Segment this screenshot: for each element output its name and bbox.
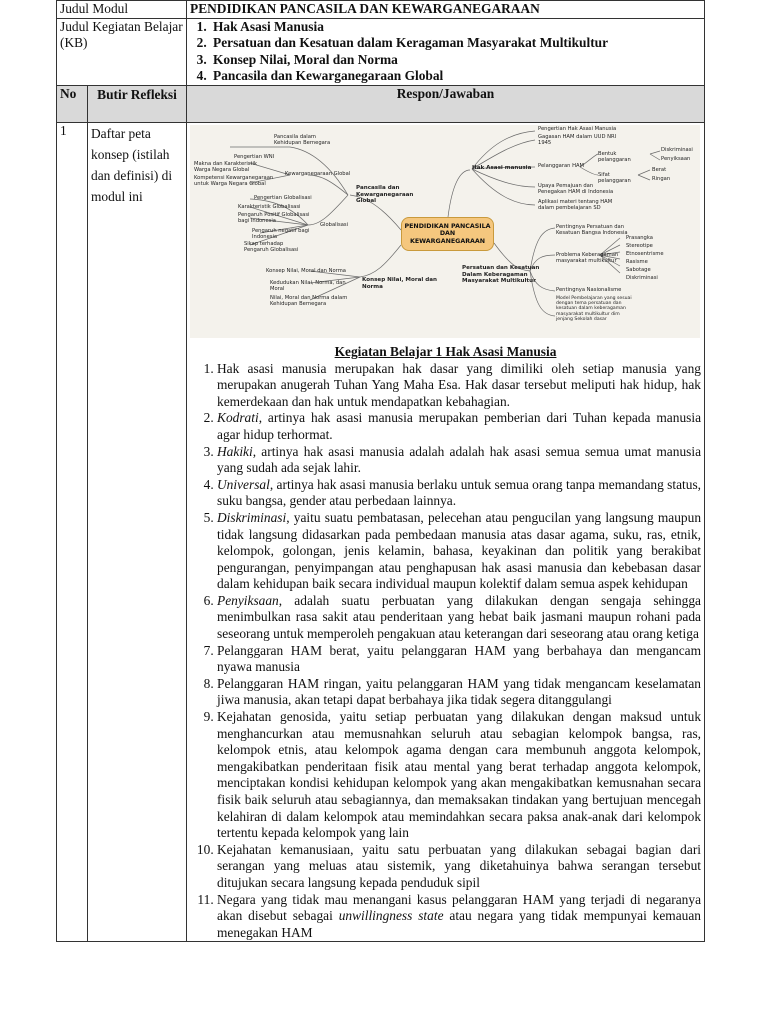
definition-text: Hak asasi manusia merupakan hak dasar yang dimiliki oleh setiap manusia yang merupakan anugerah Tuhan Yang Maha Esa. Hak dasar tersebut meliputi hak hidup, hak kemerdekaan dan hak untuk mendapatkan kebahagian.	[217, 360, 702, 409]
mindmap-node: Nilai, Moral dan Norma dalam Kehidupan Bernegara	[270, 294, 348, 307]
kb1-definition-list	[190, 361, 701, 942]
mindmap-node: Konsep Nilai, Moral dan Norma	[266, 267, 346, 274]
definition-text: atau negara yang tidak mempunyai kemauan menegakan HAM	[217, 908, 702, 940]
mindmap-node: Sabotage	[626, 266, 651, 273]
mindmap-node: Pengaruh negatif bagi Indonesia	[252, 227, 310, 240]
kegiatan-item: 1. Hak Asasi Manusia	[210, 19, 701, 36]
mindmap-node: Prasangka	[626, 234, 653, 241]
mindmap-node: Makna dan Karakteristik Warga Negara Global	[194, 160, 257, 173]
header-row	[57, 85, 705, 122]
mindmap-node: Aplikasi materi tentang HAM dalam pembelajaran SD	[538, 198, 613, 211]
definition-item	[217, 676, 701, 709]
mindmap-node: Pengertian Hak Asasi Manusia	[538, 125, 617, 132]
mindmap-node: Etnosentrisme	[626, 250, 664, 257]
definition-item	[217, 709, 701, 842]
mindmap-node: Diskriminasi	[626, 274, 658, 281]
mindmap-node: Pengertian Globalisasi	[254, 194, 312, 201]
kb1-title: Kegiatan Belajar 1 Hak Asasi Manusia	[334, 343, 557, 359]
row-1	[57, 122, 705, 941]
definition-text: Kejahatan kemanusiaan, yaitu satu perbuatan yang dilakukan sebagai bagian dari serangan yang meluas atau sistemik, yang diketahuinya bahwa serangan tersebut ditujukan secara langsung kepada penduduk sipil	[217, 841, 702, 890]
mindmap-node: Pentingnya Nasionalisme	[556, 286, 622, 293]
row-kegiatan	[57, 18, 705, 85]
definition-item	[217, 842, 701, 892]
definition-text: Pelanggaran HAM ringan, yaitu pelanggaran HAM yang tidak mengancam keselamatan jiwa manusia, akan tetapi dapat berbahaya jika tidak segera ditanggulangi	[217, 675, 702, 708]
mindmap-node: Ringan	[652, 175, 671, 182]
mindmap-node: Pancasila dalam Kehidupan Bernegara	[274, 133, 331, 146]
definition-text: Kejahatan genosida, yaitu setiap perbuatan yang dilakukan dengan maksud untuk menghancurkan atau memusnahkan seluruh atau sebagian kelompok bangsa, ras, kelompok etnis, atau kelompok agama dengan cara membunuh anggota kelompok, mengakibatkan penderitaan fisik atau mental yang berat terhadap anggota kelompok, menciptakan kondisi kehidupan kelompok yang akan mengakibatkan kemusnahan secara fisik baik seluruh atau sebagiannya, dan memaksakan tindakan yang bertujuan mencegah kelahiran di dalam kelompok atau memindahkan secara paksa anak-anak dari kelompok tertentu kepada kelompok yang lain	[217, 709, 702, 841]
definition-text: Pelanggaran HAM berat, yaitu pelanggaran HAM yang berbahaya dan mengancam nyawa manusia	[217, 642, 702, 675]
mindmap-branch-persatuan: Persatuan dan Kesatuan Dalam Keberagaman Masyarakat Multikultur	[462, 264, 540, 285]
row-modul	[57, 1, 705, 19]
mindmap-branch-nilai: Konsep Nilai, Moral dan Norma	[362, 276, 438, 290]
concept-map-image	[190, 125, 700, 338]
mindmap-node: Model Pembelajaran yang sesuai dengan tema persatuan dan kesatuan dalam keberagaman masyarakat multikultur dim jenjang Sekolah dasar	[556, 295, 632, 322]
definition-term: Penyiksaan	[217, 592, 279, 608]
mindmap-node: Pelanggaran HAM	[538, 162, 584, 169]
definition-text: , artinya hak asasi manusia berlaku untuk semua orang tanpa memandang status, suku bangsa, gender atau perbedaan lainnya.	[217, 476, 702, 509]
mindmap-node: Sifat pelanggaran	[598, 171, 631, 184]
kegiatan-item: 2. Persatuan dan Kesatuan dalam Keragaman Masyarakat Multikultur	[210, 35, 701, 52]
mindmap-node: Kedudukan Nilai, Norma, dan Moral	[270, 279, 346, 292]
mindmap-node: Upaya Pemajuan dan Penegakan HAM di Indonesia	[538, 182, 614, 195]
mindmap-node: Pengertian WNI	[234, 153, 275, 160]
mindmap-node: Karakteristik Globalisasi	[238, 203, 301, 210]
mindmap-node: Rasisme	[626, 258, 648, 265]
mindmap-node: Bentuk pelanggaran	[598, 150, 631, 163]
definition-item	[217, 410, 701, 443]
reflection-table	[56, 0, 705, 942]
mindmap-node: Penyiksaan	[661, 155, 691, 162]
definition-item	[217, 444, 701, 477]
kegiatan-item: 4. Pancasila dan Kewarganegaraan Global	[210, 68, 701, 85]
col-respon-header: Respon/Jawaban	[187, 85, 705, 122]
row1-number: 1	[57, 122, 88, 941]
definition-item	[217, 643, 701, 676]
kegiatan-item: 3. Konsep Nilai, Moral dan Norma	[210, 52, 701, 69]
definition-item	[217, 477, 701, 510]
mindmap-node: Stereotipe	[626, 242, 653, 249]
mindmap-node: Sikap terhadap Pengaruh Globalisasi	[244, 240, 299, 253]
mindmap-center-node: PENDIDIKAN PANCASILA DAN KEWARGANEGARAAN	[401, 217, 494, 251]
col-butir-header: Butir Refleksi	[88, 85, 187, 122]
kegiatan-label: Judul Kegiatan Belajar (KB)	[57, 18, 187, 85]
modul-label: Judul Modul	[57, 1, 187, 19]
definition-term: unwillingness state	[338, 908, 444, 924]
definition-item	[217, 510, 701, 593]
mindmap-node: Problema Keberagaman masyarakat multikultur	[556, 251, 619, 264]
mindmap-node: Gagasan HAM dalam UUD NRI 1945	[538, 133, 617, 146]
definition-term: Hakiki	[217, 443, 253, 459]
mindmap-node: Pengaruh Positif Globalisasi bagi Indonesia	[238, 211, 310, 224]
definition-term: Universal	[217, 476, 270, 492]
definition-text: Negara yang tidak mau menangani kasus pelanggaran HAM yang terjadi di negaranya akan disebut sebagai	[217, 891, 702, 924]
definition-text: , adalah suatu perbuatan yang dilakukan dengan sengaja sehingga menimbulkan rasa sakit atau penderitaan yang hebat baik jasmani maupun rohani pada seseorang untuk memperoleh pengakuan atau keterangan dari seseorang atau orang ketiga	[217, 592, 702, 642]
definition-term: Diskriminasi	[217, 509, 287, 525]
mindmap-branch-ham: Hak Asasi manusia	[472, 164, 532, 171]
mindmap-node: Globalisasi	[320, 221, 349, 228]
definition-item	[217, 361, 701, 411]
modul-value: PENDIDIKAN PANCASILA DAN KEWARGANEGARAAN	[187, 1, 705, 19]
mindmap-node: Kewarganegaraan Global	[285, 170, 351, 177]
definition-text: , artinya hak asasi manusia adalah adalah hak asasi semua semua umat manusia yang sudah ada sejak lahir.	[217, 443, 702, 476]
kegiatan-list-cell	[187, 18, 705, 85]
row1-response	[187, 122, 705, 941]
mindmap-node: Kompetensi Kewarganegaraan untuk Warga Negara Global	[194, 174, 274, 187]
mindmap-node: Diskriminasi	[661, 146, 693, 153]
definition-text: , artinya hak asasi manusia merupakan pemberian dari Tuhan kepada manusia agar hidup terhormat.	[217, 410, 702, 442]
col-no-header: No	[57, 85, 88, 122]
kegiatan-list	[190, 19, 701, 85]
definition-item	[217, 593, 701, 643]
definition-term: Kodrati	[217, 410, 259, 426]
row1-butir: Daftar peta konsep (istilah dan definisi) di modul ini	[88, 122, 187, 941]
mindmap-node: Berat	[652, 166, 667, 173]
mindmap-branch-global: Pancasila dan Kewarganegaraan Global	[356, 184, 414, 205]
mindmap-node: Pentingnya Persatuan dan Kesatuan Bangsa Indonesia	[556, 223, 628, 236]
definition-item	[217, 892, 701, 942]
definition-text: , yaitu suatu pembatasan, pelecehan atau pengucilan yang langsung maupun tidak langsung didasarkan pada pembedaan manusia atas dasar agama, suku, ras, etnik, kelompok, golongan, jenis kelamin, bahasa, keyakinan dan politik yang berakibat pengurangan, penyimpangan atau penghapusan hak asasi manusia dan kebebasan dasar dalam kehidupan baik secara individual maupun kolektif dalam semua aspek kehidupan	[217, 509, 702, 592]
